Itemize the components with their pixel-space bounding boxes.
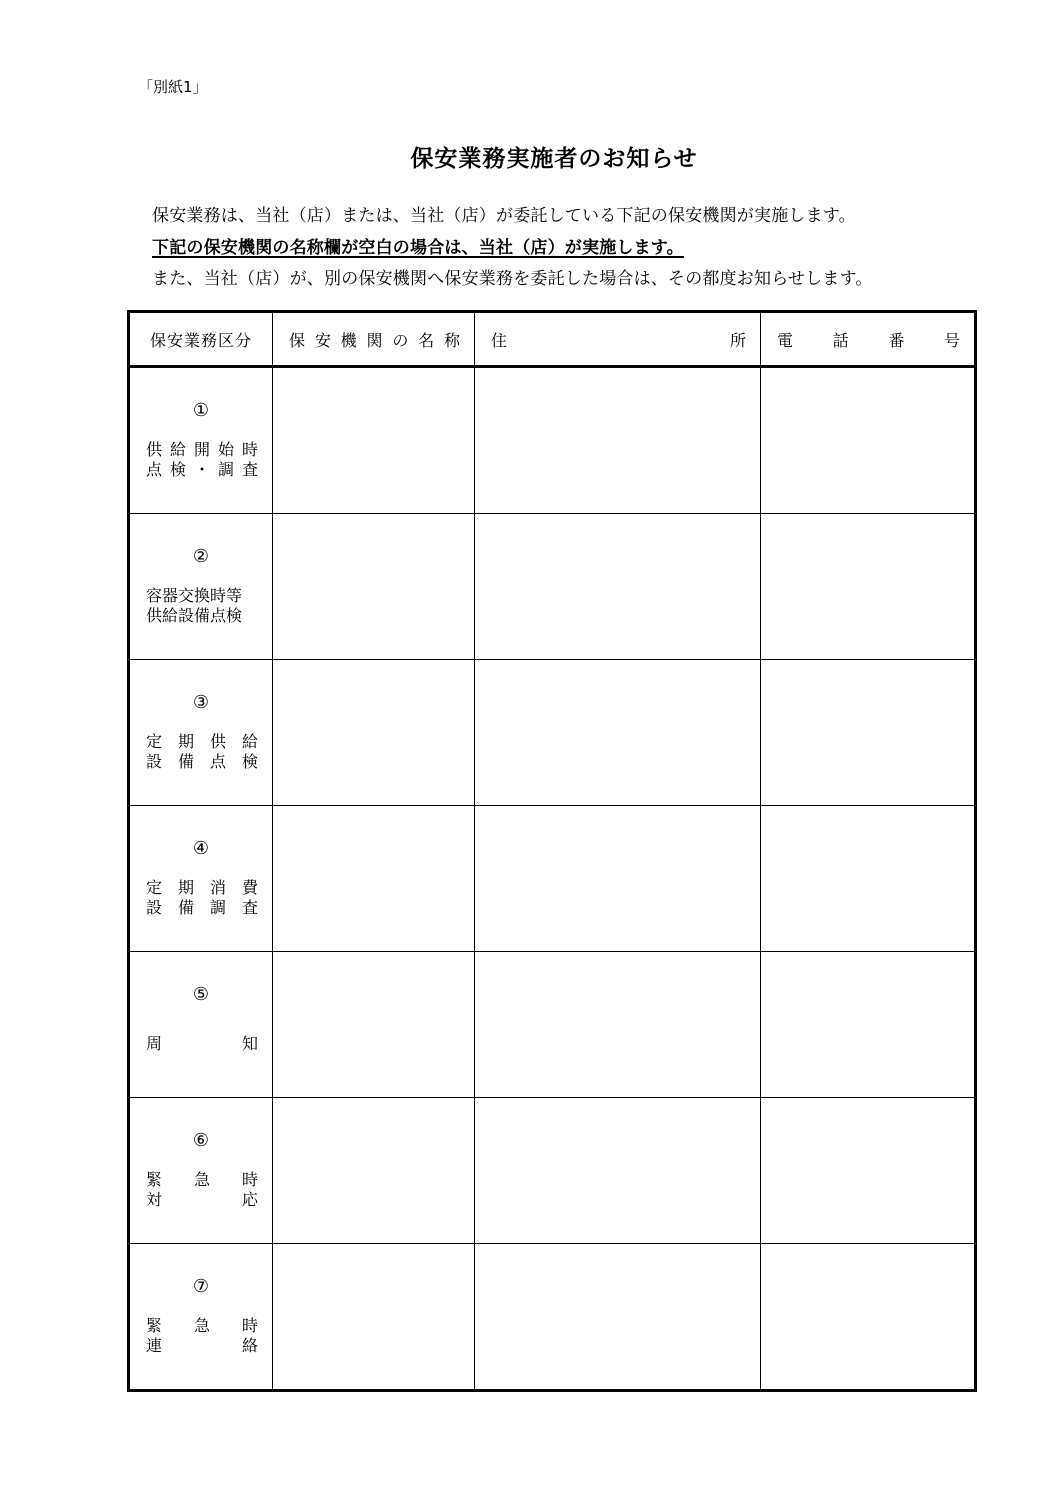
category-label-char: 急 [193, 1316, 210, 1335]
intro-line-2-emphasis: 下記の保安機関の名称欄が空白の場合は、当社（店）が実施します。 [152, 238, 684, 258]
header-phone-char: 電 [777, 330, 794, 350]
document-title: 保安業務実施者のお知らせ [410, 146, 698, 172]
category-label-char: 定 [146, 732, 163, 751]
category-cell [129, 367, 273, 514]
header-organization-char: 名 [418, 330, 435, 350]
category-label-char: 点 [209, 752, 226, 771]
category-label-char: 時 [241, 1316, 258, 1335]
intro-line-3: また、当社（店）が、別の保安機関へ保安業務を委託した場合は、その都度お知らせします。 [152, 269, 873, 289]
header-organization-char: 保 [289, 330, 306, 350]
category-label-line [146, 606, 258, 625]
header-address-char: 住 [491, 330, 508, 350]
category-label-line [146, 878, 258, 897]
category-label-char: 調 [209, 898, 226, 917]
phone-cell[interactable] [761, 952, 976, 1098]
address-cell[interactable] [475, 952, 761, 1098]
header-organization-char: 称 [443, 330, 460, 350]
category-label-char: 急 [193, 1170, 210, 1189]
category-label-char: 費 [241, 878, 258, 897]
category-label-char: 検 [241, 752, 258, 771]
intro-line-1: 保安業務は、当社（店）または、当社（店）が委託している下記の保安機関が実施します。 [152, 206, 856, 226]
category-label-line [146, 752, 258, 771]
category-label-char: 知 [241, 1034, 258, 1053]
category-number: ③ [192, 692, 210, 713]
category-label-line [146, 586, 258, 605]
category-label-line [146, 460, 258, 479]
category-label-char: 検 [169, 460, 186, 479]
category-label-char: 査 [241, 460, 258, 479]
phone-cell[interactable] [761, 1098, 976, 1244]
category-label-char: 給 [241, 732, 258, 751]
category-cell [129, 952, 273, 1098]
table-row [129, 1244, 976, 1391]
address-cell[interactable] [475, 1244, 761, 1391]
category-label-char: 点 [146, 460, 163, 479]
table-header-row [129, 312, 976, 367]
category-label-char: 開 [193, 440, 210, 459]
header-phone-char: 号 [943, 330, 960, 350]
category-label-line [146, 898, 258, 917]
organization-cell[interactable] [273, 952, 475, 1098]
table-row [129, 660, 976, 806]
category-number: ② [192, 546, 210, 567]
category-label-char: 設 [146, 752, 163, 771]
address-cell[interactable] [475, 367, 761, 514]
category-label-char: 緊 [146, 1170, 163, 1189]
category-label-char: 調 [217, 460, 234, 479]
category-label-char: 供給設備点検 [146, 606, 243, 625]
header-phone-char: 番 [888, 330, 905, 350]
category-label-char: 期 [177, 732, 194, 751]
category-label-char: 供 [146, 440, 163, 459]
header-phone [761, 312, 976, 367]
header-address-char: 所 [729, 330, 746, 350]
category-cell [129, 514, 273, 660]
category-label-char: 給 [169, 440, 186, 459]
phone-cell[interactable] [761, 514, 976, 660]
header-category [129, 312, 273, 367]
phone-cell[interactable] [761, 660, 976, 806]
category-cell [129, 806, 273, 952]
category-cell [129, 1244, 273, 1391]
category-label-char: 応 [241, 1190, 258, 1209]
category-label-line [146, 1170, 258, 1189]
category-number: ① [192, 400, 210, 421]
category-label-char: 備 [177, 898, 194, 917]
category-label-line [146, 1190, 258, 1209]
address-cell[interactable] [475, 806, 761, 952]
category-label-char: 容器交換時等 [146, 586, 243, 605]
category-label-char: 消 [209, 878, 226, 897]
category-label-char: 備 [177, 752, 194, 771]
category-label-line [146, 440, 258, 459]
category-label-line [146, 732, 258, 751]
category-label-char: 始 [217, 440, 234, 459]
category-label-char: 査 [241, 898, 258, 917]
header-organization-char: 安 [314, 330, 331, 350]
address-cell[interactable] [475, 514, 761, 660]
category-cell [129, 660, 273, 806]
category-label-char: 期 [177, 878, 194, 897]
phone-cell[interactable] [761, 367, 976, 514]
phone-cell[interactable] [761, 1244, 976, 1391]
organization-cell[interactable] [273, 367, 475, 514]
category-cell [129, 1098, 273, 1244]
header-organization-char: の [392, 330, 409, 350]
category-label-char: 定 [146, 878, 163, 897]
category-label-line [146, 1316, 258, 1335]
category-label-char: 緊 [146, 1316, 163, 1335]
category-label-char: 時 [241, 440, 258, 459]
table-row [129, 806, 976, 952]
attachment-label: 「別紙1」 [138, 78, 208, 96]
category-number: ⑦ [192, 1276, 210, 1297]
category-number: ⑤ [192, 984, 210, 1005]
header-organization [273, 312, 475, 367]
organization-cell[interactable] [273, 1244, 475, 1391]
header-address [475, 312, 761, 367]
category-label-char: 連 [146, 1336, 163, 1355]
category-label-char: 絡 [241, 1336, 258, 1355]
table-row [129, 367, 976, 514]
category-label-char: ・ [193, 460, 210, 479]
category-label-char: 供 [209, 732, 226, 751]
address-cell[interactable] [475, 660, 761, 806]
table-row [129, 514, 976, 660]
phone-cell[interactable] [761, 806, 976, 952]
category-label-line [146, 1034, 258, 1053]
header-organization-char: 関 [366, 330, 383, 350]
category-label-line [146, 1336, 258, 1355]
category-number: ⑥ [192, 1130, 210, 1151]
category-label-char: 時 [241, 1170, 258, 1189]
security-provider-table [127, 310, 977, 1392]
table-row [129, 1098, 976, 1244]
category-label-char: 設 [146, 898, 163, 917]
organization-cell[interactable] [273, 806, 475, 952]
organization-cell[interactable] [273, 1098, 475, 1244]
header-phone-char: 話 [832, 330, 849, 350]
header-organization-char: 機 [340, 330, 357, 350]
organization-cell[interactable] [273, 514, 475, 660]
category-label-char: 対 [146, 1190, 163, 1209]
header-category-label: 保安業務区分 [149, 330, 252, 350]
category-number: ④ [192, 838, 210, 859]
address-cell[interactable] [475, 1098, 761, 1244]
organization-cell[interactable] [273, 660, 475, 806]
category-label-char: 周 [146, 1034, 163, 1053]
table-row [129, 952, 976, 1098]
